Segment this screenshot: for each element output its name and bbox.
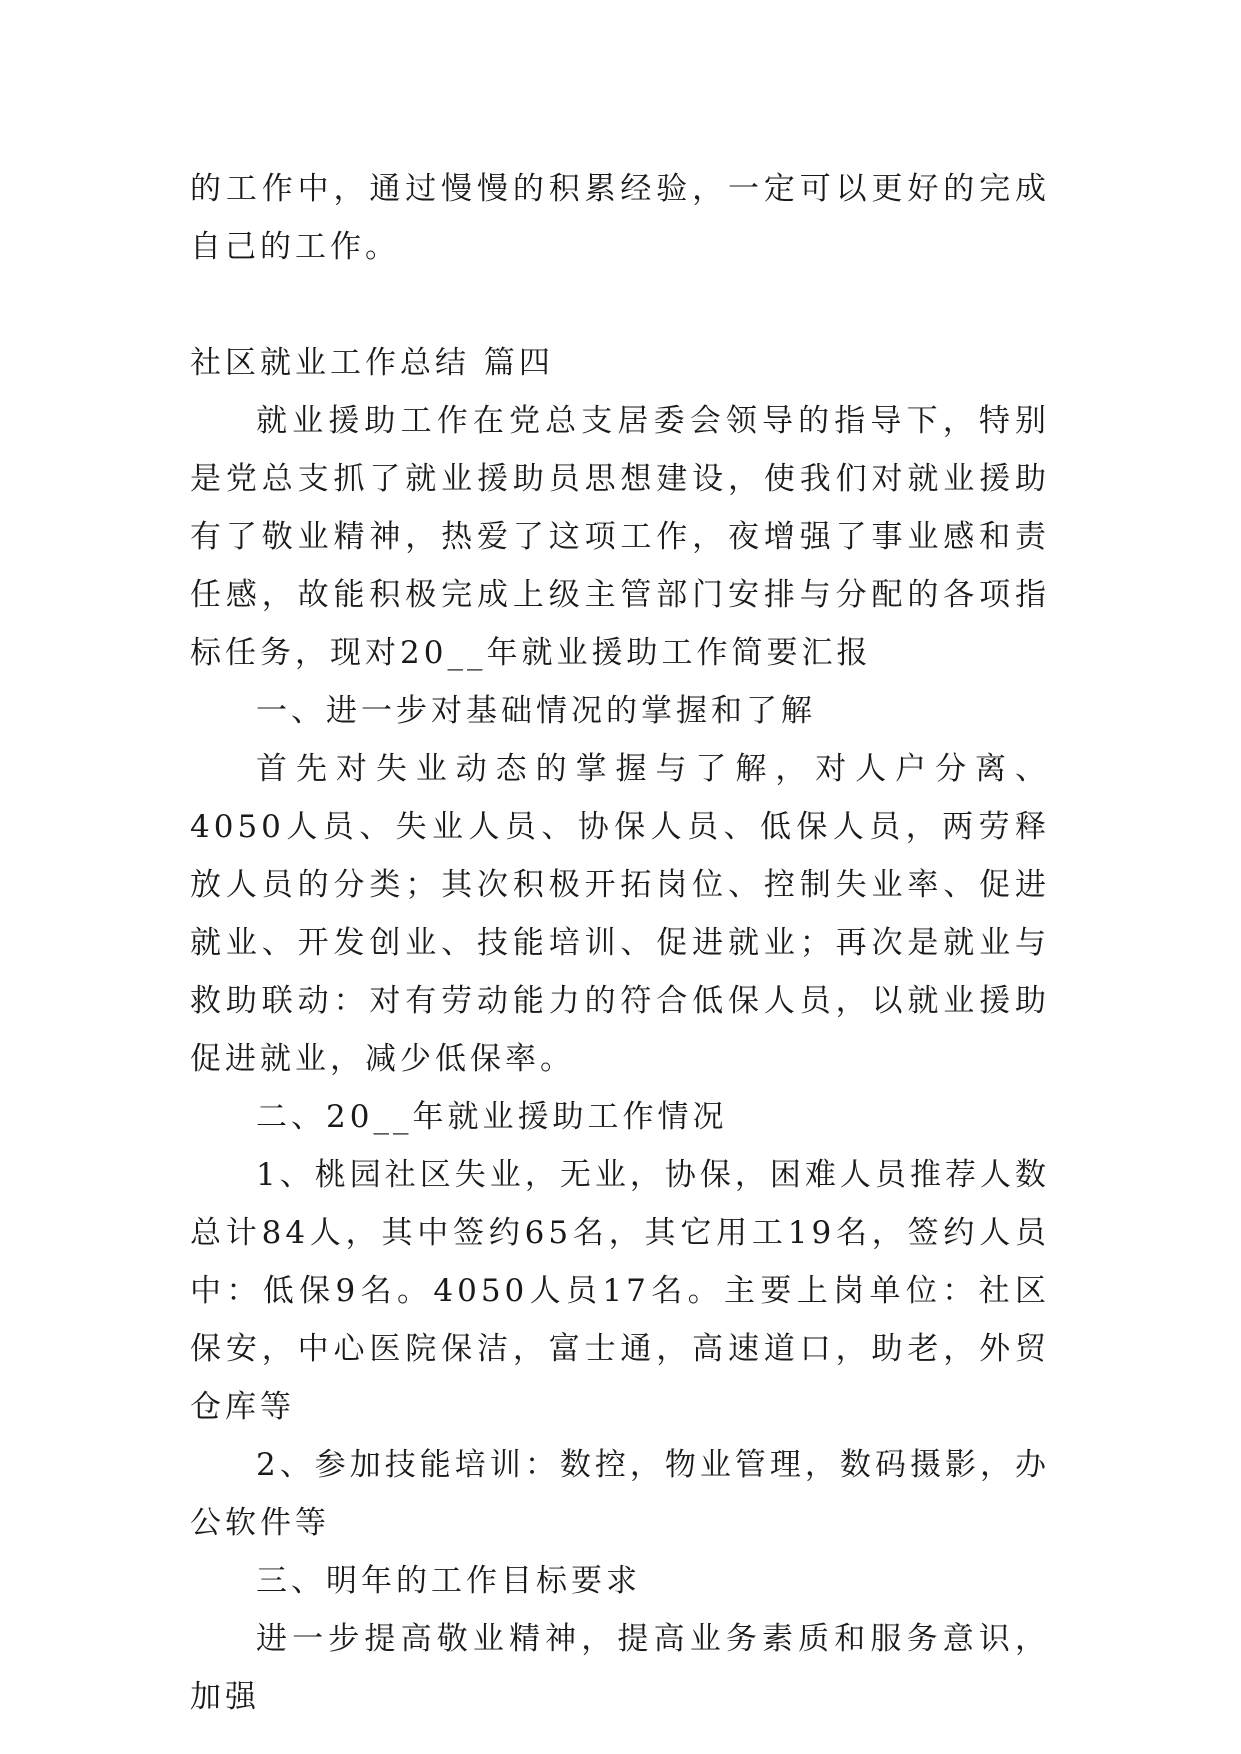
paragraph-basics: 首先对失业动态的掌握与了解，对人户分离、4050人员、失业人员、协保人员、低保人员，两劳释放人员的分类；其次积极开拓岗位、控制失业率、促进就业、开发创业、技能培训、促进就业；再次是就业与救助联动：对有劳动能力的符合低保人员，以就业援助促进就业，减少低保率。 <box>190 751 1050 1077</box>
subheading-three: 三、明年的工作目标要求 <box>256 1563 641 1599</box>
subheading-one: 一、进一步对基础情况的掌握和了解 <box>256 693 816 729</box>
document-body <box>190 160 1050 1726</box>
subheading-two: 二、20__年就业援助工作情况 <box>256 1099 728 1135</box>
paragraph-continuation: 的工作中，通过慢慢的积累经验，一定可以更好的完成自己的工作。 <box>190 171 1050 265</box>
paragraph-item-two: 2、参加技能培训：数控，物业管理，数码摄影，办公软件等 <box>190 1447 1050 1541</box>
paragraph-item-one: 1、桃园社区失业，无业，协保，困难人员推荐人数总计84人，其中签约65名，其它用工19名，签约人员中：低保9名。4050人员17名。主要上岗单位：社区保安，中心医院保洁，富士通，高速道口，助老，外贸仓库等 <box>190 1157 1050 1425</box>
section-heading: 社区就业工作总结 篇四 <box>190 345 554 381</box>
paragraph-gap <box>190 276 1050 334</box>
paragraph-intro: 就业援助工作在党总支居委会领导的指导下，特别是党总支抓了就业援助员思想建设，使我们对就业援助有了敬业精神，热爱了这项工作，夜增强了事业感和责任感，故能积极完成上级主管部门安排与分配的各项指标任务，现对20__年就业援助工作简要汇报 <box>190 403 1050 671</box>
paragraph-goals: 进一步提高敬业精神，提高业务素质和服务意识，加强 <box>190 1621 1050 1715</box>
